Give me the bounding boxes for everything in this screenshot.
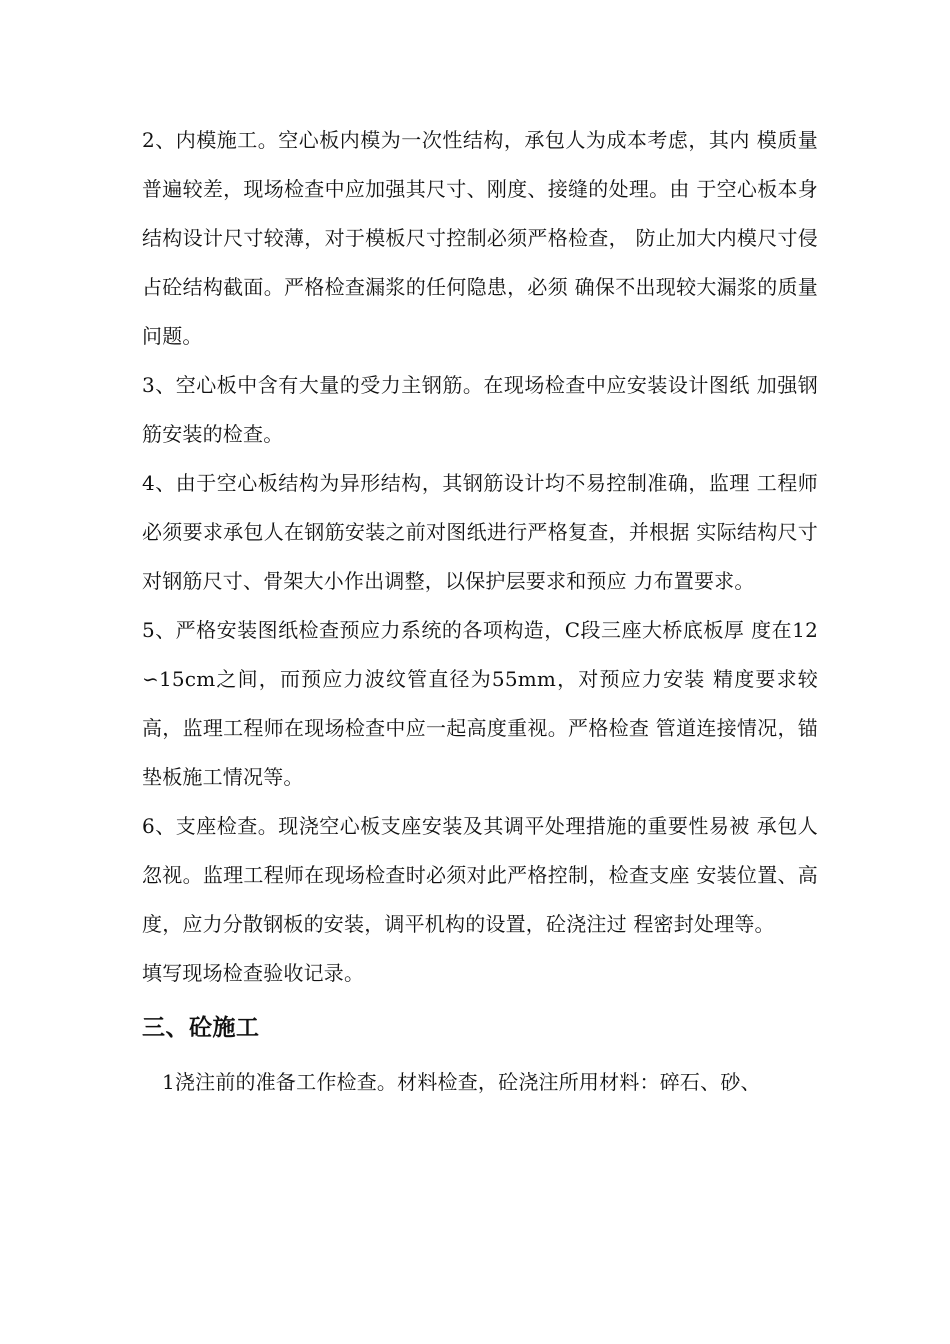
document-body [142,116,818,1107]
paragraph-pre-pour-check: 1浇注前的准备工作检查。材料检查，砼浇注所用材料：碎石、砂、 [162,1070,761,1094]
section-heading-concrete: 三、砼施工 [142,1014,260,1041]
paragraph-inner-formwork: 2、内模施工。空心板内模为一次性结构，承包人为成本考虑，其内 模质量普遍较差，现场检查中应加强其尺寸、刚度、接缝的处理。由 于空心板本身结构设计尺寸较薄，对于模板尺寸控制必须严格检查， 防止加大内模尺寸侵占砼结构截面。严格检查漏浆的任何隐患，必须 确保不出现较大漏浆的质量问题。 [142,128,818,348]
paragraph-rebar-design: 4、由于空心板结构为异形结构，其钢筋设计均不易控制准确，监理 工程师必须要求承包人在钢筋安装之前对图纸进行严格复查，并根据 实际结构尺寸对钢筋尺寸、骨架大小作出调整，以保护层要求和预应 力布置要求。 [142,471,818,593]
paragraph-prestress-system: 5、严格安装图纸检查预应力系统的各项构造，C段三座大桥底板厚 度在12∽15cm之间，而预应力波纹管直径为55mm，对预应力安装 精度要求较高，监理工程师在现场检查中应一起高度重视。严格检查 管道连接情况，锚垫板施工情况等。 [142,618,818,789]
paragraph-inspection-record: 填写现场检查验收记录。 [142,961,365,985]
paragraph-main-rebar: 3、空心板中含有大量的受力主钢筋。在现场检查中应安装设计图纸 加强钢筋安装的检查。 [142,373,818,446]
paragraph-bearing-check: 6、支座检查。现浇空心板支座安装及其调平处理措施的重要性易被 承包人忽视。监理工程师在现场检查时必须对此严格控制，检查支座 安装位置、高度，应力分散钢板的安装，调平机构的设置，砼浇注过 程密封处理等。 [142,814,818,936]
